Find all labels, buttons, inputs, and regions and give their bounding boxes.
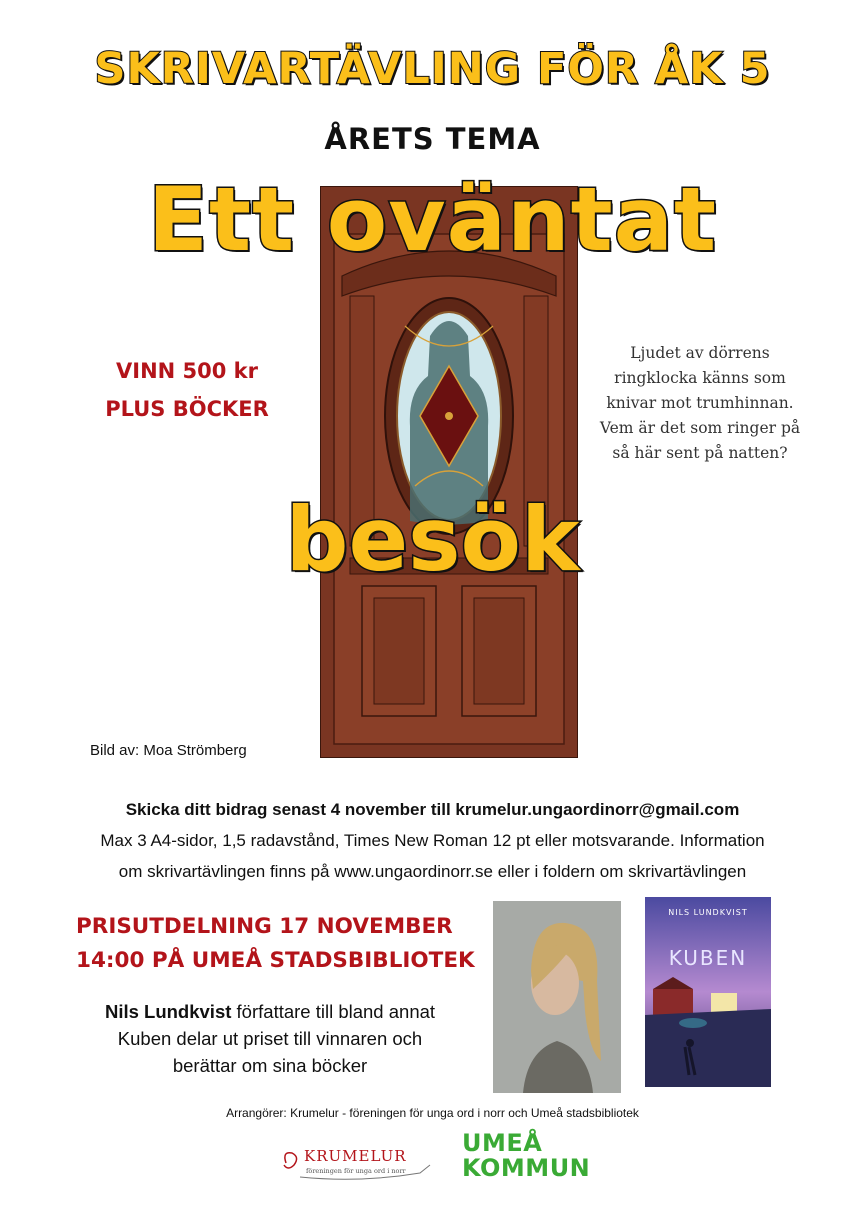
krumelur-name: KRUMELUR <box>304 1147 407 1165</box>
author-portrait <box>493 901 621 1093</box>
theme-label: ÅRETS TEMA <box>324 122 541 156</box>
story-quote <box>595 341 805 466</box>
organizers-line: Arrangörer: Krumelur - föreningen för unga ord i norr och Umeå stadsbibliotek <box>226 1106 639 1120</box>
submission-deadline: Skicka ditt bidrag senast 4 november till krumelur.ungaordinorr@gmail.com <box>125 800 740 819</box>
poster-title: SKRIVARTÄVLING FÖR ÅK 5 <box>94 44 771 94</box>
door-illustration <box>320 186 578 758</box>
krumelur-logo <box>280 1143 440 1183</box>
ceremony-line1: PRISUTDELNING 17 NOVEMBER <box>76 914 453 939</box>
quote-line: Ljudet av dörrens <box>630 344 770 362</box>
author-name: Nils Lundkvist <box>104 1001 232 1022</box>
award-ceremony <box>76 910 496 978</box>
author-desc: författare till bland annat <box>231 1001 436 1022</box>
author-line2: Kuben delar ut priset till vinnaren och <box>117 1028 423 1049</box>
author-info <box>60 998 480 1079</box>
krumelur-tagline: föreningen för unga ord i norr <box>306 1167 406 1175</box>
book-author: NILS LUNDKVIST <box>668 908 748 917</box>
book-title: KUBEN <box>668 946 748 970</box>
ceremony-line2: 14:00 PÅ UMEÅ STADSBIBLIOTEK <box>76 948 475 973</box>
image-credit: Bild av: Moa Strömberg <box>90 742 247 759</box>
quote-line: så här sent på natten? <box>612 444 788 462</box>
more-info: om skrivartävlingen finns på www.ungaordinorr.se eller i foldern om skrivartävlingen <box>118 862 747 881</box>
book-cover <box>645 897 771 1087</box>
format-rules: Max 3 A4-sidor, 1,5 radavstånd, Times New Roman 12 pt eller motsvarande. Information <box>100 831 765 850</box>
prize-line1: VINN 500 kr <box>116 359 258 383</box>
theme-title-line2: besök <box>285 488 580 591</box>
author-line3: berättar om sina böcker <box>172 1055 368 1076</box>
quote-line: knivar mot trumhinnan. <box>606 394 794 412</box>
theme-title-line1: Ett oväntat <box>147 168 718 271</box>
prize-line2: PLUS BÖCKER <box>105 397 269 421</box>
umea-line2: KOMMUN <box>462 1154 591 1182</box>
quote-line: Vem är det som ringer på <box>599 419 801 437</box>
umea-line1: UMEÅ <box>462 1129 543 1157</box>
quote-line: ringklocka känns som <box>614 369 786 387</box>
umea-kommun-logo <box>462 1131 592 1187</box>
prize-text <box>72 352 302 428</box>
submission-info <box>20 794 845 887</box>
